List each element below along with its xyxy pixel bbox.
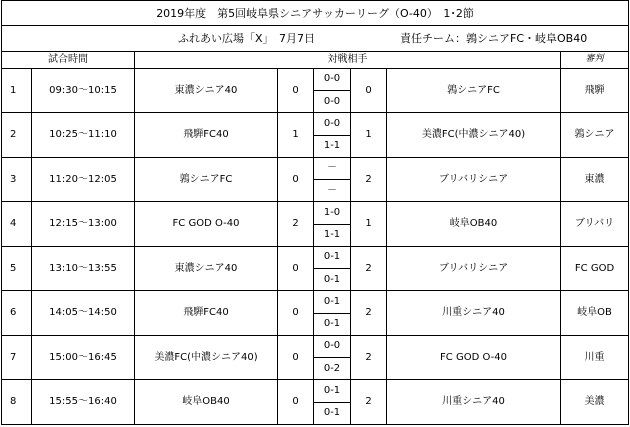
match-time: 11:20～12:05 bbox=[32, 157, 135, 202]
home-total-score: 0 bbox=[278, 335, 314, 380]
home-total-score: 0 bbox=[278, 246, 314, 291]
first-half-score: 0-1 bbox=[314, 291, 351, 313]
match-number: 4 bbox=[2, 202, 32, 247]
match-number: 8 bbox=[2, 380, 32, 425]
home-total-score: 0 bbox=[278, 291, 314, 336]
second-half-score: 0-1 bbox=[314, 269, 351, 291]
home-total-score: 0 bbox=[278, 380, 314, 425]
second-half-score: 0-2 bbox=[314, 358, 351, 380]
away-team: 川重シニア40 bbox=[387, 380, 561, 425]
home-total-score: 2 bbox=[278, 202, 314, 247]
home-team: 東濃シニア40 bbox=[135, 246, 278, 291]
first-half-score: 0-0 bbox=[314, 68, 351, 90]
away-team: ブリバリシニア bbox=[387, 157, 561, 202]
match-row bbox=[2, 291, 629, 313]
home-team: 美濃FC(中濃シニア40) bbox=[135, 335, 278, 380]
second-half-score: 0-1 bbox=[314, 402, 351, 424]
match-time: 10:25～11:10 bbox=[32, 113, 135, 158]
first-half-score: － bbox=[314, 157, 351, 179]
away-total-score: 2 bbox=[351, 291, 387, 336]
referee-team: 川重 bbox=[561, 335, 629, 380]
referee-team: 美濃 bbox=[561, 380, 629, 425]
away-total-score: 1 bbox=[351, 113, 387, 158]
match-row bbox=[2, 113, 629, 135]
away-total-score: 2 bbox=[351, 380, 387, 425]
away-team: 岐阜OB40 bbox=[387, 202, 561, 247]
home-total-score: 0 bbox=[278, 157, 314, 202]
away-total-score: 2 bbox=[351, 157, 387, 202]
match-time: 12:15～13:00 bbox=[32, 202, 135, 247]
info-cell bbox=[2, 26, 629, 51]
first-half-score: 0-0 bbox=[314, 335, 351, 357]
match-time: 15:00～16:45 bbox=[32, 335, 135, 380]
second-half-score: 0-1 bbox=[314, 313, 351, 335]
second-half-score: － bbox=[314, 180, 351, 202]
referee-team: ブリバリ bbox=[561, 202, 629, 247]
away-team: FC GOD O-40 bbox=[387, 335, 561, 380]
match-time: 13:10～13:55 bbox=[32, 246, 135, 291]
match-number: 2 bbox=[2, 113, 32, 158]
header-time: 試合時間 bbox=[2, 51, 135, 68]
away-total-score: 2 bbox=[351, 335, 387, 380]
away-team: 鶉シニアFC bbox=[387, 68, 561, 113]
home-team: 鶉シニアFC bbox=[135, 157, 278, 202]
responsible-team: 責任チーム：鶉シニアFC・岐阜OB40 bbox=[400, 32, 588, 46]
away-total-score: 0 bbox=[351, 68, 387, 113]
second-half-score: 1-1 bbox=[314, 224, 351, 246]
match-number: 1 bbox=[2, 68, 32, 113]
match-number: 6 bbox=[2, 291, 32, 336]
away-team: 川重シニア40 bbox=[387, 291, 561, 336]
match-row bbox=[2, 380, 629, 402]
away-team: 美濃FC(中濃シニア40) bbox=[387, 113, 561, 158]
schedule-table bbox=[1, 0, 629, 425]
venue-date: ふれあい広場「X」 7月7日 bbox=[178, 32, 316, 46]
home-team: 東濃シニア40 bbox=[135, 68, 278, 113]
first-half-score: 1-0 bbox=[314, 202, 351, 224]
match-time: 09:30～10:15 bbox=[32, 68, 135, 113]
referee-team: 飛騨 bbox=[561, 68, 629, 113]
sheet-title: 2019年度 第5回岐阜県シニアサッカーリーグ（O-40） 1･2節 bbox=[2, 1, 629, 26]
match-row bbox=[2, 157, 629, 179]
match-row bbox=[2, 246, 629, 268]
match-row bbox=[2, 335, 629, 357]
second-half-score: 0-0 bbox=[314, 91, 351, 113]
match-row bbox=[2, 68, 629, 90]
second-half-score: 1-1 bbox=[314, 135, 351, 157]
first-half-score: 0-1 bbox=[314, 380, 351, 402]
match-number: 5 bbox=[2, 246, 32, 291]
away-total-score: 1 bbox=[351, 202, 387, 247]
match-time: 14:05～14:50 bbox=[32, 291, 135, 336]
home-team: 岐阜OB40 bbox=[135, 380, 278, 425]
referee-team: 東濃 bbox=[561, 157, 629, 202]
referee-team: FC GOD bbox=[561, 246, 629, 291]
referee-team: 鶉シニア bbox=[561, 113, 629, 158]
match-number: 3 bbox=[2, 157, 32, 202]
away-team: ブリバリシニア bbox=[387, 246, 561, 291]
home-team: 飛騨FC40 bbox=[135, 113, 278, 158]
first-half-score: 0-0 bbox=[314, 113, 351, 135]
home-total-score: 0 bbox=[278, 68, 314, 113]
home-team: 飛騨FC40 bbox=[135, 291, 278, 336]
match-row bbox=[2, 202, 629, 224]
header-match: 対戦相手 bbox=[135, 51, 561, 68]
away-total-score: 2 bbox=[351, 246, 387, 291]
header-row bbox=[2, 51, 629, 68]
home-total-score: 1 bbox=[278, 113, 314, 158]
first-half-score: 0-1 bbox=[314, 246, 351, 268]
match-number: 7 bbox=[2, 335, 32, 380]
header-referee: 審判 bbox=[561, 51, 629, 68]
info-row bbox=[2, 26, 629, 51]
referee-team: 岐阜OB bbox=[561, 291, 629, 336]
title-row bbox=[2, 1, 629, 26]
match-time: 15:55～16:40 bbox=[32, 380, 135, 425]
home-team: FC GOD O-40 bbox=[135, 202, 278, 247]
